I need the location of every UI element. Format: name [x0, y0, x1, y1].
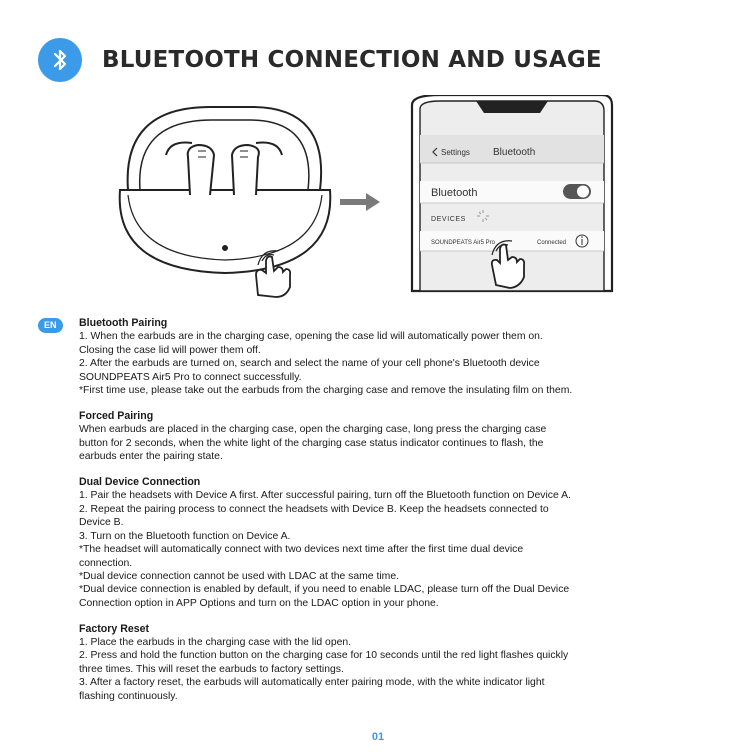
section-title: Dual Device Connection	[79, 476, 201, 489]
section-line: Connection option in APP Options and turn on the LDAC option in your phone.	[79, 597, 439, 609]
section-line: *The headset will automatically connect with two devices next time after the first time dual device	[79, 544, 524, 556]
section-line: flashing continuously.	[79, 690, 178, 702]
page-header	[38, 38, 602, 82]
arrow-right-icon	[340, 193, 380, 211]
section	[79, 623, 729, 703]
charging-case-illustration	[120, 107, 331, 273]
phone-illustration	[412, 95, 612, 291]
section-line: *Dual device connection is enabled by default, if you need to enable LDAC, please turn off the Dual Device	[79, 584, 570, 596]
section-line: button for 2 seconds, when the white light of the charging case status indicator continues to flash, the	[79, 437, 544, 449]
section-line: 2. Press and hold the function button on the charging case for 10 seconds until the red light flashes quickly	[79, 650, 569, 662]
section-line: *First time use, please take out the earbuds from the charging case and remove the insulating film on them.	[79, 385, 573, 397]
page-title: BLUETOOTH CONNECTION AND USAGE	[102, 47, 602, 73]
bluetooth-icon	[38, 38, 82, 82]
section-line: SOUNDPEATS Air5 Pro to connect successfully.	[79, 371, 302, 383]
phone-back-label: Settings	[441, 148, 470, 157]
section-line: *Dual device connection cannot be used with LDAC at the same time.	[79, 570, 399, 582]
section	[79, 476, 729, 610]
section-line: 1. Place the earbuds in the charging case with the lid open.	[79, 637, 352, 649]
phone-device-name: SOUNDPEATS Air5 Pro	[431, 240, 495, 246]
section-line: 1. Pair the headsets with Device A first. After successful pairing, turn off the Bluetooth function on Device A.	[79, 490, 571, 502]
section	[79, 317, 729, 397]
page-number: 01	[371, 731, 385, 743]
section-line: connection.	[79, 557, 133, 569]
section-line: earbuds enter the pairing state.	[79, 451, 223, 463]
section-line: 1. When the earbuds are in the charging case, opening the case lid will automatically power them on.	[79, 331, 543, 343]
section-line: three times. This will reset the earbuds to factory settings.	[79, 663, 344, 675]
section-title: Factory Reset	[79, 622, 150, 635]
section-line: 2. Repeat the pairing process to connect the headsets with Device B. Keep the headsets connected to	[79, 503, 549, 515]
phone-device-status: Connected	[537, 240, 567, 246]
section-line: 2. After the earbuds are turned on, search and select the name of your cell phone's Bluetooth device	[79, 358, 540, 370]
instructions	[79, 317, 729, 716]
section-line: When earbuds are placed in the charging case, open the charging case, long press the charging case	[79, 424, 547, 436]
section	[79, 410, 729, 464]
language-badge: EN	[38, 318, 63, 333]
section-line: Device B.	[79, 517, 124, 529]
section-line: Closing the case lid will power them off.	[79, 344, 261, 356]
phone-toggle-label: Bluetooth	[431, 187, 478, 199]
section-line: 3. Turn on the Bluetooth function on Device A.	[79, 530, 291, 542]
phone-devices-label: DEVICES	[431, 216, 466, 223]
section-title: Bluetooth Pairing	[79, 317, 168, 329]
section-line: 3. After a factory reset, the earbuds will automatically enter pairing mode, with the white indicator light	[79, 677, 545, 689]
phone-nav-title: Bluetooth	[493, 147, 536, 158]
section-title: Forced Pairing	[79, 409, 154, 422]
pairing-illustration	[0, 95, 756, 305]
